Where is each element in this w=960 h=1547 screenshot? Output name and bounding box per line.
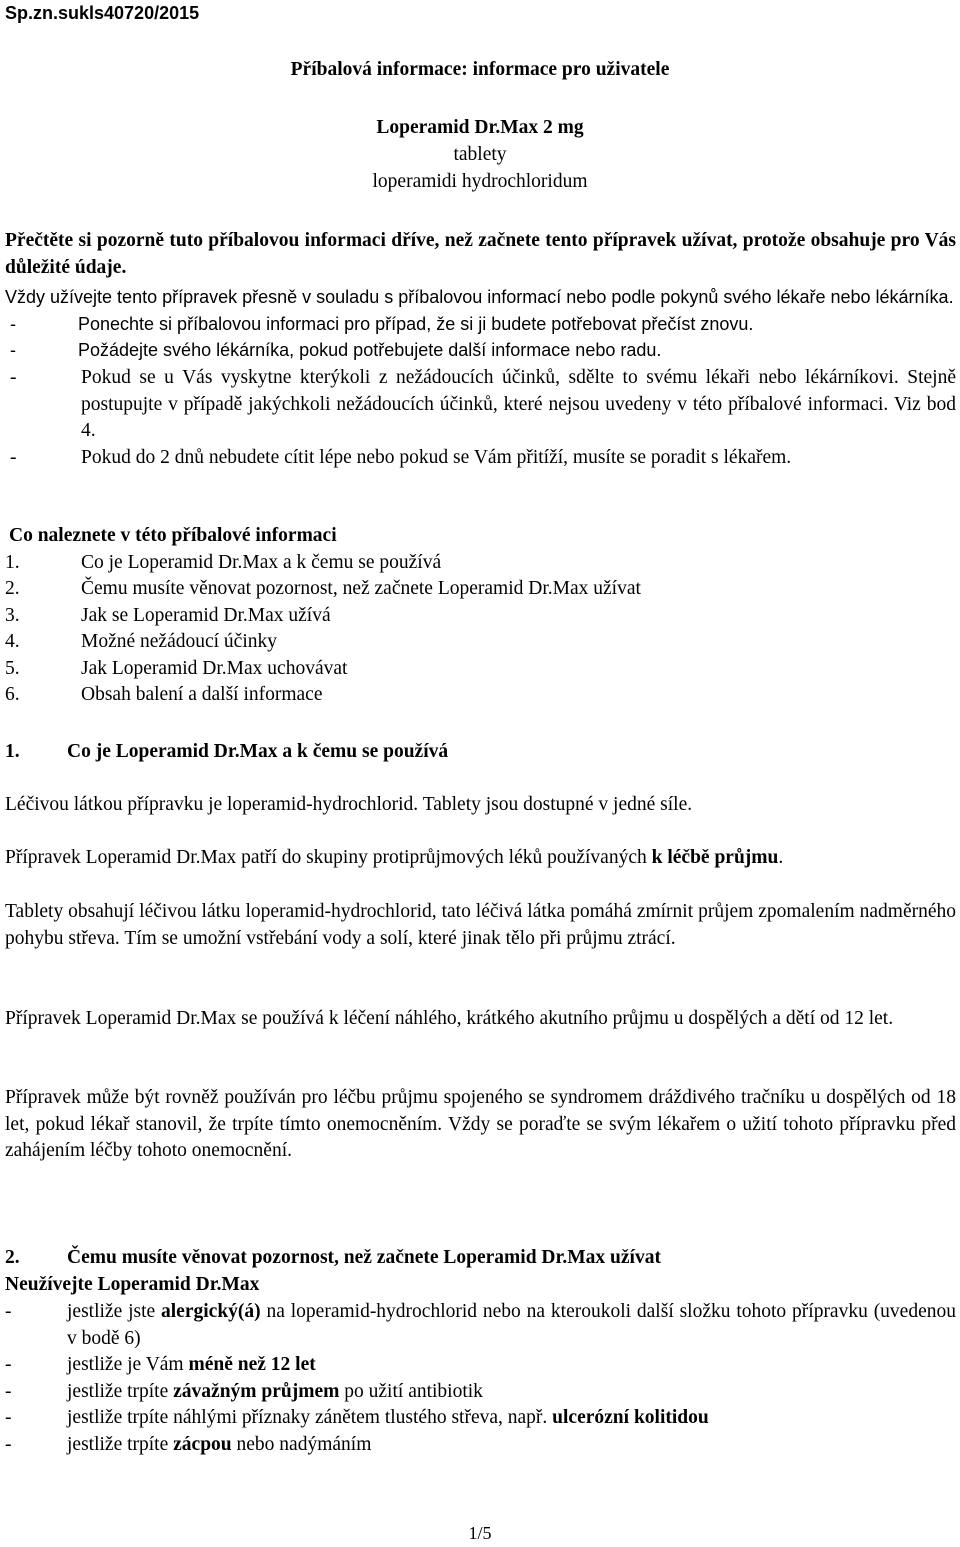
contraindication-list: [5, 1299, 956, 1458]
intro-always: Vždy užívejte tento přípravek přesně v souladu s příbalovou informací nebo podle pokynů svého lékaře nebo lékárníka.: [5, 287, 954, 307]
list-item: - Požádejte svého lékárníka, pokud potřebujete další informace nebo radu.: [5, 337, 956, 363]
product-form: tablety: [453, 144, 507, 165]
toc-item: 2. Čemu musíte věnovat pozornost, než začnete Loperamid Dr.Max užívat: [5, 578, 641, 599]
section1-p4: Přípravek Loperamid Dr.Max se používá k léčení náhlého, krátkého akutního průjmu u dospělých a dětí od 12 let.: [5, 1008, 894, 1029]
section2-subtitle: Neužívejte Loperamid Dr.Max: [5, 1274, 260, 1295]
list-dash: -: [10, 340, 16, 360]
toc-item: 6. Obsah balení a další informace: [5, 684, 323, 705]
intro-bullets-serif: [5, 365, 956, 471]
toc: [5, 523, 956, 709]
section2-heading: 2. Čemu musíte věnovat pozornost, než začnete Loperamid Dr.Max užívat: [5, 1246, 661, 1268]
section1-p3: Tablety obsahují léčivou látku loperamid-hydrochlorid, tato léčivá látka pomáhá zmírnit průjem zpomalením nadměrného pohybu střeva. Tím se umožní vstřebání vody a solí, které jinak tělo při průjmu ztrácí.: [5, 901, 956, 949]
list-item: - Ponechte si příbalovou informaci pro případ, že si ji budete potřebovat přečíst znovu.: [5, 311, 956, 337]
section1-p5: Přípravek může být rovněž používán pro léčbu průjmu spojeného se syndromem dráždivého tračníku u dospělých od 18 let, pokud lékař stanovil, že trpíte tímto onemocněním. Vždy se poraďte se svým lékařem o užití tohoto přípravku před zahájením léčby tohoto onemocnění.: [5, 1087, 956, 1161]
toc-item: 3. Jak se Loperamid Dr.Max užívá: [5, 604, 331, 626]
product-name: Loperamid Dr.Max 2 mg: [376, 117, 584, 138]
section1-heading: 1. Co je Loperamid Dr.Max a k čemu se používá: [5, 741, 449, 762]
toc-title: Co naleznete v této příbalové informaci: [9, 525, 337, 546]
toc-item: 1. Co je Loperamid Dr.Max a k čemu se používá: [5, 551, 442, 573]
list-dash: -: [5, 1407, 12, 1428]
list-dash: -: [5, 1380, 12, 1402]
intro-warning: Přečtěte si pozorně tuto příbalovou informaci dříve, než začnete tento přípravek užívat, protože obsahuje pro Vás důležité údaje.: [5, 230, 956, 278]
document-reference: Sp.zn.sukls40720/2015: [5, 3, 200, 23]
list-dash: -: [10, 367, 17, 388]
list-dash: -: [5, 1354, 12, 1375]
list-dash: -: [5, 1301, 12, 1322]
intro-block: [5, 228, 956, 471]
list-item: - jestliže je Vám méně než 12 let: [5, 1352, 956, 1379]
list-dash: -: [5, 1433, 12, 1455]
section1-p2: Přípravek Loperamid Dr.Max patří do skupiny protiprůjmových léků používaných k léčbě průjmu.: [5, 847, 784, 868]
list-item: - jestliže trpíte závažným průjmem po užití antibiotik: [5, 1379, 956, 1406]
page-number: 1/5: [468, 1523, 492, 1543]
list-dash: -: [10, 446, 17, 468]
section1-p1: Léčivou látkou přípravku je loperamid-hydrochlorid. Tablety jsou dostupné v jedné síle.: [5, 794, 693, 815]
list-item: - Pokud do 2 dnů nebudete cítit lépe nebo pokud se Vám přitíží, musíte se poradit s lékařem.: [5, 445, 956, 472]
list-dash: -: [10, 314, 16, 334]
product-substance: loperamidi hydrochloridum: [372, 171, 588, 192]
list-item: - jestliže trpíte zácpou nebo nadýmáním: [5, 1432, 956, 1459]
list-item: - Pokud se u Vás vyskytne kterýkoli z nežádoucích účinků, sdělte to svému lékaři nebo lékárníkovi. Stejně postupujte v případě jakýchkoli nežádoucích účinků, které nejsou uvedeny v této příbalové informaci. Viz bod 4.: [10, 367, 956, 441]
intro-bullets: [5, 311, 956, 363]
page-title: Příbalová informace: informace pro uživatele: [290, 59, 670, 80]
toc-item: 5. Jak Loperamid Dr.Max uchovávat: [5, 657, 348, 679]
list-item: - jestliže trpíte náhlými příznaky zánětem tlustého střeva, např. ulcerózní kolitidou: [5, 1405, 956, 1432]
toc-item: 4. Možné nežádoucí účinky: [5, 631, 278, 652]
list-item: - jestliže jste alergický(á) na loperamid-hydrochlorid nebo na kteroukoli další složku tohoto přípravku (uvedenou v bodě 6): [5, 1301, 956, 1349]
